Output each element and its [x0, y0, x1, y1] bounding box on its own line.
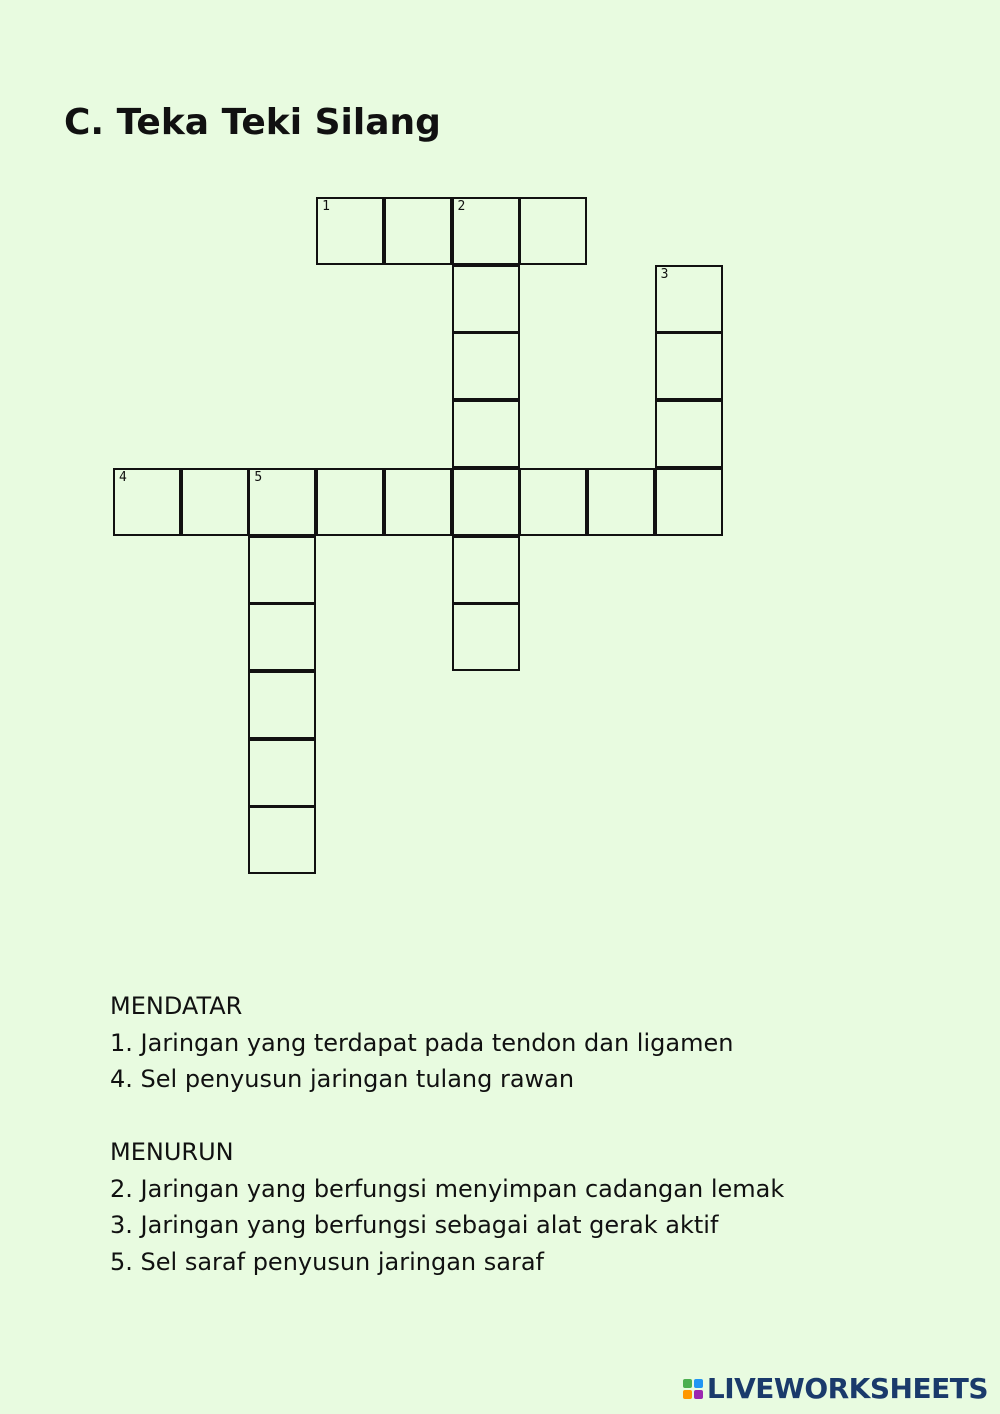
- across-heading: MENDATAR: [110, 992, 243, 1020]
- clue-down-5: 5. Sel saraf penyusun jaringan saraf: [110, 1247, 545, 1276]
- crossword-cell[interactable]: [248, 603, 316, 671]
- crossword-cell[interactable]: [587, 468, 655, 536]
- crossword-cell[interactable]: [113, 468, 181, 536]
- letter-input[interactable]: [250, 808, 314, 872]
- letter-input[interactable]: [250, 470, 314, 534]
- letter-input[interactable]: [115, 470, 179, 534]
- clue-number: 1: [322, 199, 330, 214]
- crossword-cell[interactable]: [655, 332, 723, 400]
- letter-input[interactable]: [386, 199, 450, 263]
- clue-number: 2: [457, 199, 466, 214]
- clue-down-2: 2. Jaringan yang berfungsi menyimpan cadangan lemak: [110, 1174, 785, 1203]
- clue-number: 3: [660, 266, 669, 282]
- letter-input[interactable]: [454, 470, 518, 534]
- letter-input[interactable]: [521, 199, 585, 263]
- crossword-cell[interactable]: [519, 197, 587, 265]
- letter-input[interactable]: [657, 470, 721, 534]
- clue-across-1: 1. Jaringan yang terdapat pada tendon dan ligamen: [110, 1028, 734, 1057]
- crossword-cell[interactable]: [655, 265, 723, 333]
- crossword-cell[interactable]: [452, 468, 520, 536]
- crossword-cell[interactable]: [248, 671, 316, 739]
- letter-input[interactable]: [318, 199, 382, 263]
- letter-input[interactable]: [454, 334, 518, 398]
- clues-section: [110, 988, 784, 1280]
- clue-down-3: 3. Jaringan yang berfungsi sebagai alat gerak aktif: [110, 1211, 719, 1239]
- brand-footer: [683, 1372, 988, 1405]
- letter-input[interactable]: [454, 538, 518, 602]
- letter-input[interactable]: [589, 470, 653, 534]
- page-title: C. Teka Teki Silang: [64, 102, 441, 143]
- letter-input[interactable]: [318, 470, 382, 534]
- clue-number: 4: [119, 469, 127, 485]
- brand-name: LIVEWORKSHEETS: [706, 1372, 988, 1405]
- crossword-cell[interactable]: [452, 197, 520, 265]
- crossword-cell[interactable]: [248, 739, 316, 807]
- down-heading: MENURUN: [110, 1138, 234, 1166]
- liveworksheets-logo-icon: [683, 1379, 703, 1399]
- crossword-cell[interactable]: [452, 536, 520, 604]
- crossword-cell[interactable]: [248, 536, 316, 604]
- letter-input[interactable]: [250, 538, 314, 602]
- crossword-cell[interactable]: [248, 806, 316, 874]
- crossword-cell[interactable]: [519, 468, 587, 536]
- letter-input[interactable]: [250, 741, 314, 805]
- letter-input[interactable]: [657, 402, 721, 466]
- crossword-cell[interactable]: [655, 400, 723, 468]
- letter-input[interactable]: [454, 605, 518, 669]
- crossword-cell[interactable]: [384, 197, 452, 265]
- crossword-cell[interactable]: [452, 603, 520, 671]
- crossword-cell[interactable]: [316, 197, 384, 265]
- letter-input[interactable]: [250, 605, 314, 669]
- letter-input[interactable]: [386, 470, 450, 534]
- letter-input[interactable]: [454, 267, 518, 331]
- letter-input[interactable]: [454, 199, 518, 263]
- crossword-cell[interactable]: [316, 468, 384, 536]
- letter-input[interactable]: [521, 470, 585, 534]
- crossword-cell[interactable]: [181, 468, 249, 536]
- crossword-cell[interactable]: [452, 400, 520, 468]
- letter-input[interactable]: [250, 673, 314, 737]
- letter-input[interactable]: [183, 470, 247, 534]
- clue-across-4: 4. Sel penyusun jaringan tulang rawan: [110, 1065, 575, 1093]
- letter-input[interactable]: [657, 334, 721, 398]
- letter-input[interactable]: [657, 267, 721, 331]
- crossword-cell[interactable]: [248, 468, 316, 536]
- crossword-cell[interactable]: [452, 332, 520, 400]
- crossword-cell[interactable]: [384, 468, 452, 536]
- clue-number: 5: [254, 469, 263, 485]
- crossword-cell[interactable]: [655, 468, 723, 536]
- letter-input[interactable]: [454, 402, 518, 466]
- crossword-cell[interactable]: [452, 265, 520, 333]
